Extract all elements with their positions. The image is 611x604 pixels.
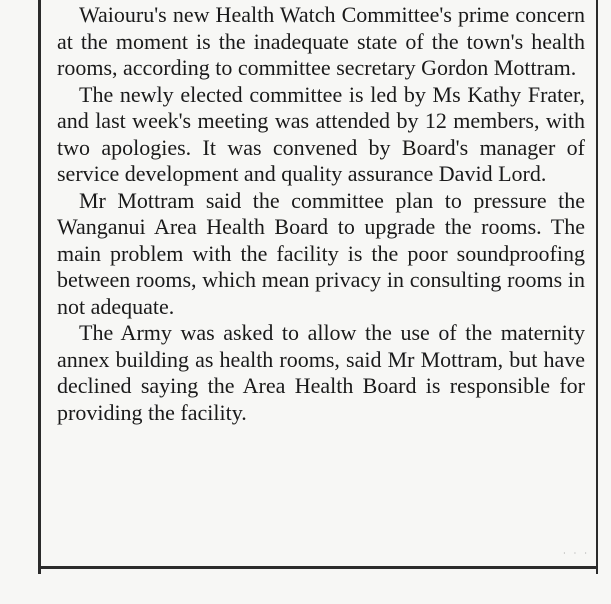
article-paragraph-3: Mr Mottram said the committee plan to pressure the Wanganui Area Health Board to upgrade the rooms. The main problem with the facility is the poor soundproofing between rooms, which mean privacy in consulting rooms in not adequate. <box>57 187 585 319</box>
article-paragraph-1: Waiouru's new Health Watch Committee's prime concern at the moment is the inadequate state of the town's health rooms, according to committee secretary Gordon Mottram. <box>57 2 585 80</box>
print-specks: · · · <box>563 549 590 558</box>
article-paragraph-2: The newly elected committee is led by Ms Kathy Frater, and last week's meeting was attended by 12 members, with two apologies. It was convened by Board's manager of service development and quality assurance David Lord. <box>57 81 585 186</box>
clipping-border-left <box>38 0 41 574</box>
clipping-border-bottom <box>38 566 598 569</box>
article-paragraph-4: The Army was asked to allow the use of the maternity annex building as health rooms, said Mr Mottram, but have declined saying the Area Health Board is responsible for providing the facility. <box>57 320 585 425</box>
clipping-border-right <box>596 0 598 574</box>
article-body <box>57 2 585 426</box>
